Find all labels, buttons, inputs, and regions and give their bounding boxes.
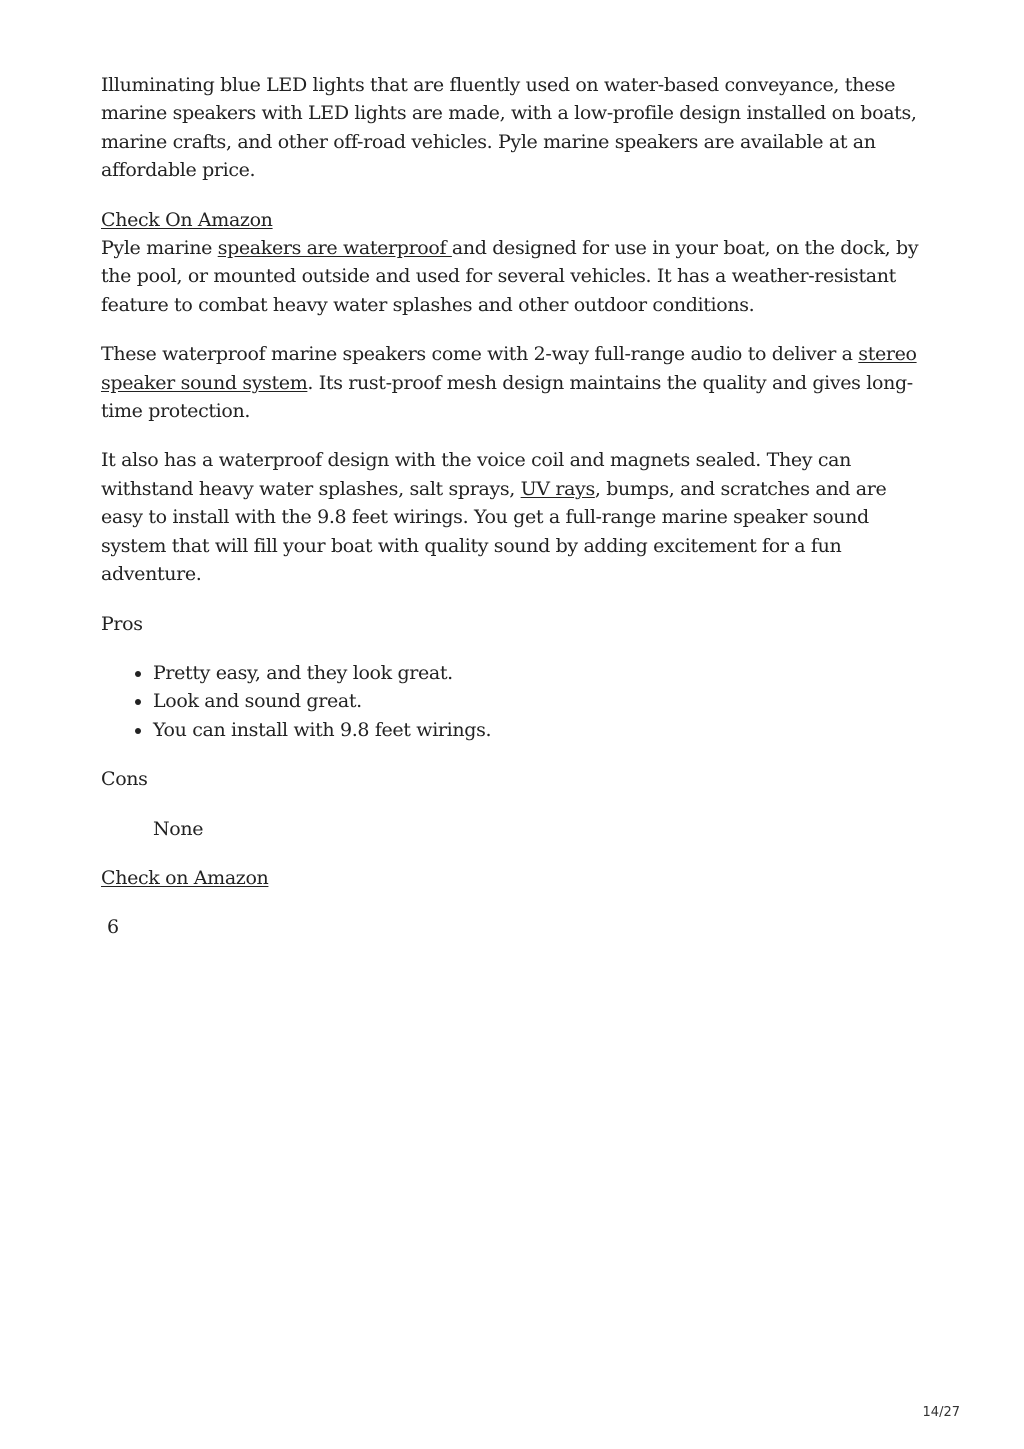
section-number: 6 — [107, 916, 119, 939]
audio-paragraph — [101, 340, 931, 425]
speakers-waterproof-link[interactable]: speakers are waterproof — [217, 237, 452, 260]
pros-list — [101, 659, 931, 744]
pros-item: • Pretty easy, and they look great. — [153, 659, 931, 687]
audio-paragraph-end: . Its rust-proof mesh design maintains the quality and gives long-time protection. — [101, 371, 913, 423]
stereo-speaker-link[interactable]: stereo speaker sound system — [101, 343, 917, 394]
uv-rays-link[interactable]: UV rays — [520, 477, 595, 500]
cons-value: None — [153, 817, 204, 840]
check-on-amazon-link-2[interactable]: Check on Amazon — [101, 866, 269, 889]
page-indicator: 14/27 — [922, 1405, 960, 1420]
article-body — [101, 71, 931, 963]
pros-heading: Pros — [101, 612, 143, 635]
waterproof-paragraph — [101, 234, 931, 319]
audio-paragraph-start: These waterproof marine speakers come with 2-way full-range audio to deliver a — [101, 343, 859, 366]
pros-item: • You can install with 9.8 feet wirings. — [153, 716, 931, 744]
design-paragraph-start: It also has a waterproof design with the voice coil and magnets sealed. They can withstand heavy water splashes, salt sprays, — [101, 449, 852, 500]
pros-item: • Look and sound great. — [153, 687, 931, 715]
check-on-amazon-link[interactable]: Check On Amazon — [101, 208, 273, 231]
cons-heading: Cons — [101, 768, 148, 791]
waterproof-paragraph-start: Pyle marine — [101, 237, 218, 260]
check-amazon-link-container-2 — [101, 864, 931, 892]
design-paragraph-end: , bumps, and scratches and are easy to install with the 9.8 feet wirings. You get a full-range marine speaker sound system that will fill your boat with quality sound by adding excitement for a fun adventure. — [101, 477, 887, 586]
check-amazon-link-container — [101, 206, 931, 234]
waterproof-paragraph-end: and designed for use in your boat, on the dock, by the pool, or mounted outside and used for several vehicles. It has a weather-resistant feature to combat heavy water splashes and other outdoor conditions. — [101, 237, 919, 316]
design-paragraph — [101, 446, 931, 588]
intro-paragraph: Illuminating blue LED lights that are fluently used on water-based conveyance, these marine speakers with LED lights are made, with a low-profile design installed on boats, marine crafts, and other off-road vehicles. Pyle marine speakers are available at an affordable price. — [101, 74, 917, 182]
